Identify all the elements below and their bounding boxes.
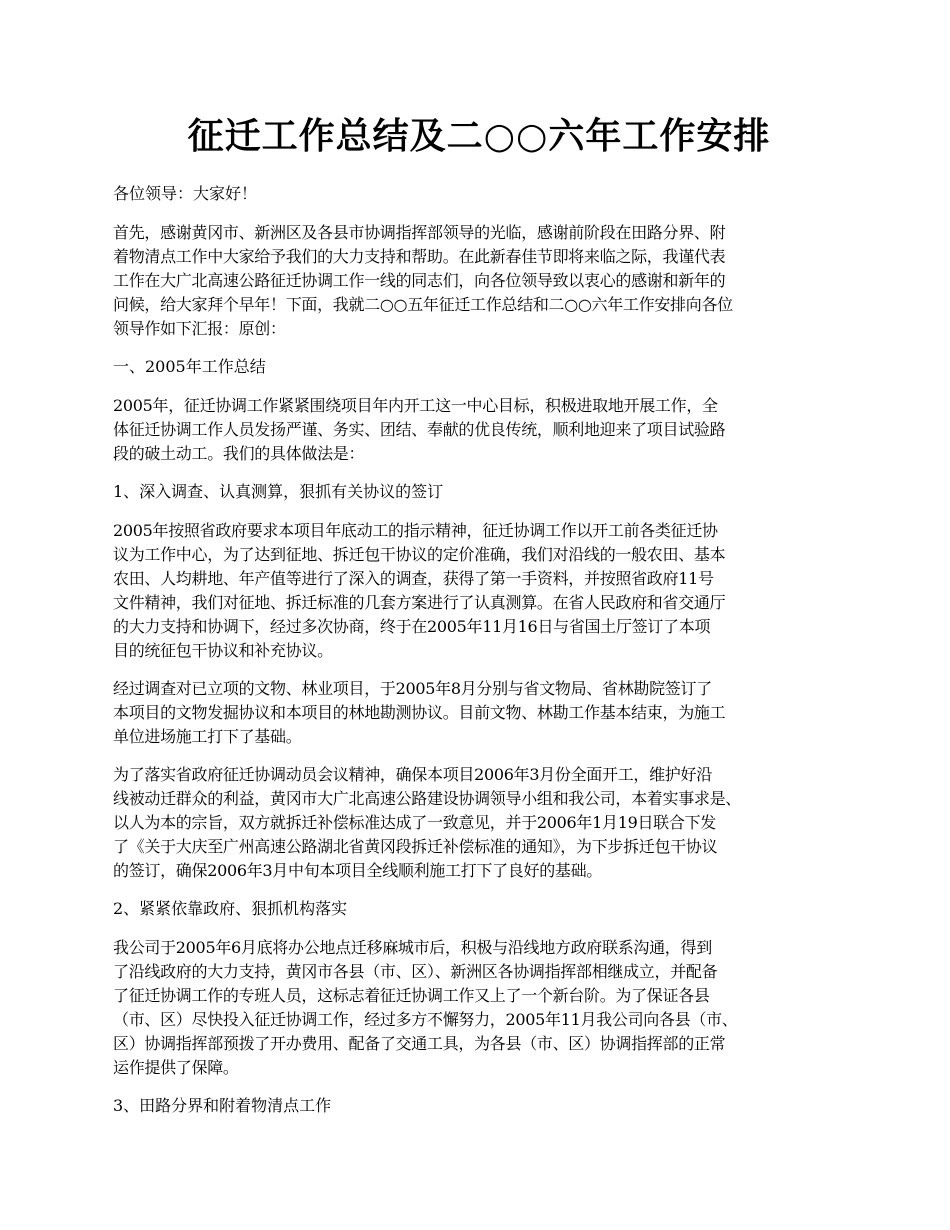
paragraph-line: 领导作如下汇报：原创： xyxy=(113,319,286,338)
paragraph-line: 以人为本的宗旨，双方就拆迁补偿标准达成了一致意见，并于2006年1月19日联合下发 xyxy=(113,813,716,832)
paragraph-line: 段的破土动工。我们的具体做法是： xyxy=(113,444,365,463)
paragraph-line: 运作提供了保障。 xyxy=(113,1058,239,1077)
greeting: 各位领导：大家好！ xyxy=(113,184,258,203)
paragraph-line: 的签订，确保2006年3月中旬本项目全线顺利施工打下了良好的基础。 xyxy=(113,861,602,880)
document-page xyxy=(113,112,845,1133)
paragraph-line: 着物清点工作中大家给予我们的大力支持和帮助。在此新春佳节即将来临之际，我谨代表 xyxy=(113,247,726,266)
paragraph-line: 文件精神，我们对征地、拆迁标准的几套方案进行了认真测算。在省人民政府和省交通厅 xyxy=(113,593,726,612)
paragraph-line: 我公司于2005年6月底将办公地点迁移麻城市后，积极与沿线地方政府联系沟通，得到 xyxy=(113,938,712,957)
intro-paragraph xyxy=(113,221,845,341)
document-title: 征迁工作总结及二○○六年工作安排 xyxy=(187,115,771,157)
section-paragraph xyxy=(113,394,845,466)
paragraph-line: 体征迁协调工作人员发扬严谨、务实、团结、奉献的优良传统，顺利地迎来了项目试验路 xyxy=(113,420,726,439)
paragraph-line: 2005年，征迁协调工作紧紧围绕项目年内开工这一中心目标，积极进取地开展工作，全 xyxy=(113,396,718,415)
section-heading: 一、2005年工作总结 xyxy=(113,357,266,376)
paragraph-line: 农田、人均耕地、年产值等进行了深入的调查，获得了第一手资料，并按照省政府11号 xyxy=(113,569,714,588)
paragraph-line: 议为工作中心，为了达到征地、拆迁包干协议的定价准确，我们对沿线的一般农田、基本 xyxy=(113,545,726,564)
subsection-paragraph xyxy=(113,936,845,1080)
paragraph-line: 了沿线政府的大力支持，黄冈市各县（市、区）、新洲区各协调指挥部相继成立，并配备 xyxy=(113,962,718,981)
paragraph-line: （市、区）尽快投入征迁协调工作，经过多方不懈努力，2005年11月我公司向各县（市、 xyxy=(113,1010,738,1029)
paragraph-line: 了《关于大庆至广州高速公路湖北省黄冈段拆迁补偿标准的通知》，为下步拆迁包干协议 xyxy=(113,837,718,856)
subsection-paragraph xyxy=(113,677,845,749)
paragraph-line: 线被动迁群众的利益，黄冈市大广北高速公路建设协调领导小组和我公司，本着实事求是、 xyxy=(113,789,742,808)
paragraph-line: 的大力支持和协调下，经过多次协商，终于在2005年11月16日与省国土厅签订了本项 xyxy=(113,617,711,636)
subsection-heading: 2、紧紧依靠政府、狠抓机构落实 xyxy=(113,899,348,918)
subsection-paragraph xyxy=(113,519,845,663)
paragraph-line: 首先，感谢黄冈市、新洲区及各县市协调指挥部领导的光临，感谢前阶段在田路分界、附 xyxy=(113,223,726,242)
paragraph-line: 为了落实省政府征迁协调动员会议精神，确保本项目2006年3月份全面开工，维护好沿 xyxy=(113,765,712,784)
paragraph-line: 经过调查对已立项的文物、林业项目，于2005年8月分别与省文物局、省林勘院签订了 xyxy=(113,679,712,698)
paragraph-line: 问候，给大家拜个早年！下面，我就二○○五年征迁工作总结和二○○六年工作安排向各位 xyxy=(113,295,733,314)
subsection-heading: 1、深入调查、认真测算，狠抓有关协议的签订 xyxy=(113,482,444,501)
paragraph-line: 本项目的文物发掘协议和本项目的林地勘测协议。目前文物、林勘工作基本结束，为施工 xyxy=(113,703,726,722)
paragraph-line: 单位进场施工打下了基础。 xyxy=(113,727,302,746)
paragraph-line: 区）协调指挥部预拨了开办费用、配备了交通工具，为各县（市、区）协调指挥部的正常 xyxy=(113,1034,726,1053)
paragraph-line: 了征迁协调工作的专班人员，这标志着征迁协调工作又上了一个新台阶。为了保证各县 xyxy=(113,986,710,1005)
paragraph-line: 目的统征包干协议和补充协议。 xyxy=(113,641,333,660)
paragraph-line: 工作在大广北高速公路征迁协调工作一线的同志们，向各位领导致以衷心的感谢和新年的 xyxy=(113,271,726,290)
subsection-paragraph xyxy=(113,763,845,883)
paragraph-line: 2005年按照省政府要求本项目年底动工的指示精神，征迁协调工作以开工前各类征迁协 xyxy=(113,521,718,540)
subsection-heading: 3、田路分界和附着物清点工作 xyxy=(113,1096,332,1115)
